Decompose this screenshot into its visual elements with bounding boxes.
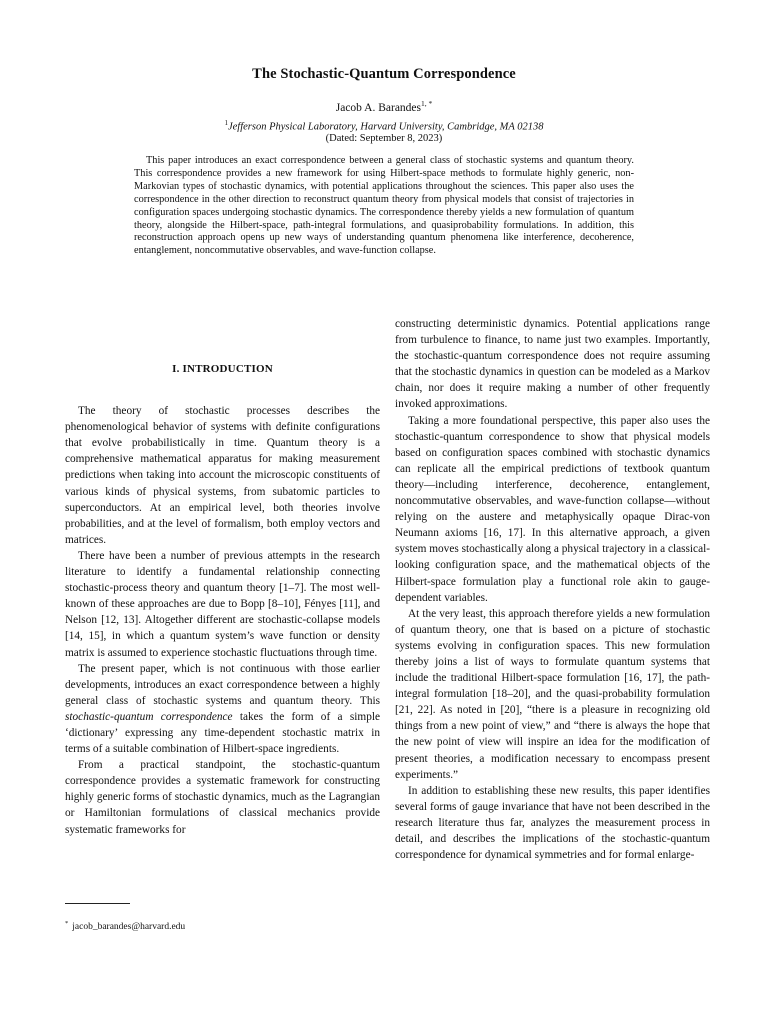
paragraph xyxy=(65,661,380,758)
abstract: This paper introduces an exact correspondence between a general class of stochastic systems and quantum theory. This correspondence provides a new framework for using Hilbert-space methods to formulate highly generic, non-Markovian types of stochastic dynamics, with potential applications throughout the sciences. This paper also uses the correspondence in the other direction to reconstruct quantum theory from physical models that consist of trajectories in configuration spaces undergoing stochastic dynamics. The correspondence thereby yields a new formulation of quantum theory, alongside the Hilbert-space, path-integral formulations, and quasiprobability formulations. In addition, this reconstruction approach opens up new ways of understanding quantum phenomena like interference, decoherence, entanglement, noncommutative observables, and wave-function collapse. xyxy=(134,155,634,257)
paragraph: The theory of stochastic processes describes the phenomenological behavior of systems with definite configurations that evolve probabilistically in time. Quantum theory is a comprehensive mathematical apparatus for making measurement predictions when taking into account the microscopic constituents of various kinds of physical systems, from subatomic particles to superconductors. At an empirical level, both theories involve probabilities, and at the level of formalism, both employ vectors and matrices. xyxy=(65,405,380,546)
paragraph-text: takes the form of a simple ‘dictionary’ expressing any time-dependent stochastic matrix in terms of a suitable combination of Hilbert-space ingredients. xyxy=(65,710,380,756)
author-line xyxy=(0,99,768,114)
author-name: Jacob A. Barandes xyxy=(335,101,422,114)
section-heading: I. INTRODUCTION xyxy=(172,363,273,375)
emphasized-term: stochastic-quantum correspondence xyxy=(65,710,233,723)
paragraph: There have been a number of previous attempts in the research literature to identify a fundamental relationship connecting stochastic-process theory and quantum theory [1–7]. The most well-known of these approaches are due to Bopp [8–10], Fényes [11], and Nelson [12, 13]. Altogether different are stochastic-collapse models [14, 15], in which a quantum system’s wave function or density matrix is assumed to experience stochastic fluctuations through time. xyxy=(65,549,380,659)
affiliation: Jefferson Physical Laboratory, Harvard University, Cambridge, MA 02138 xyxy=(227,121,544,133)
date-line: (Dated: September 8, 2023) xyxy=(325,133,443,144)
affiliation-line xyxy=(0,119,768,133)
footnote-mark: * xyxy=(65,920,69,927)
author-marks: 1, * xyxy=(421,99,433,108)
paragraph-text: The present paper, which is not continuous with those earlier developments, introduces an exact correspondence between a highly general class of stochastic systems and quantum theory. This xyxy=(65,662,380,707)
footnote-rule xyxy=(65,903,130,904)
paragraph: From a practical standpoint, the stochastic-quantum correspondence provides a systematic framework for constructing highly generic forms of stochastic dynamics, much as the Lagrangian or Hamiltonian formulations of classical mechanics provide systematic frameworks for xyxy=(65,759,380,836)
paragraph: constructing deterministic dynamics. Potential applications range from turbulence to finance, to name just two examples. Importantly, the stochastic-quantum correspondence does not require assuming that the stochastic dynamics in question can be modeled as a Markov chain, nor does it require making a number of other frequently invoked approximations. xyxy=(395,318,710,411)
footnote xyxy=(65,920,185,932)
paragraph: Taking a more foundational perspective, this paper also uses the stochastic-quantum correspondence to show that physical models based on configuration spaces combined with stochastic dynamics can replicate all the empirical predictions of textbook quantum theory—including interference, decoherence, entanglement, noncommutative observables, and wave-function collapse—without relying on the austere and metaphysically opaque Dirac-von Neumann axioms [16, 17]. In this alternative approach, a given system moves stochastically along a physical trajectory in a classical-looking configuration space, and the mathematical objects of the Hilbert-space formulation play a functional role akin to gauge-dependent variables. xyxy=(395,414,710,604)
left-column xyxy=(65,361,380,838)
affiliation-mark: 1 xyxy=(224,119,228,127)
right-column xyxy=(395,316,710,863)
paragraph: In addition to establishing these new results, this paper identifies several forms of gauge invariance that have not been described in the research literature thus far, analyzes the measurement process in detail, and describes the implications of the stochastic-quantum correspondence for dynamical symmetries and for formal enlarge- xyxy=(395,784,710,862)
paragraph: At the very least, this approach therefore yields a new formulation of quantum theory, one that is based on a picture of stochastic systems evolving in configuration spaces. This new formulation thereby joins a list of ways to formulate quantum systems that include the traditional Hilbert-space formulation [16, 17], the path-integral formulation [18–20], and the quasi-probability formulation [21, 22]. As noted in [20], “there is a pleasure in recognizing old things from a new point of view,” and “there is always the hope that the new point of view will inspire an idea for the modification of present theories, a modification necessary to encompass present experiments.” xyxy=(395,607,710,781)
paper-title: The Stochastic-Quantum Correspondence xyxy=(252,66,516,82)
footnote-email: jacob_barandes@harvard.edu xyxy=(72,922,186,933)
